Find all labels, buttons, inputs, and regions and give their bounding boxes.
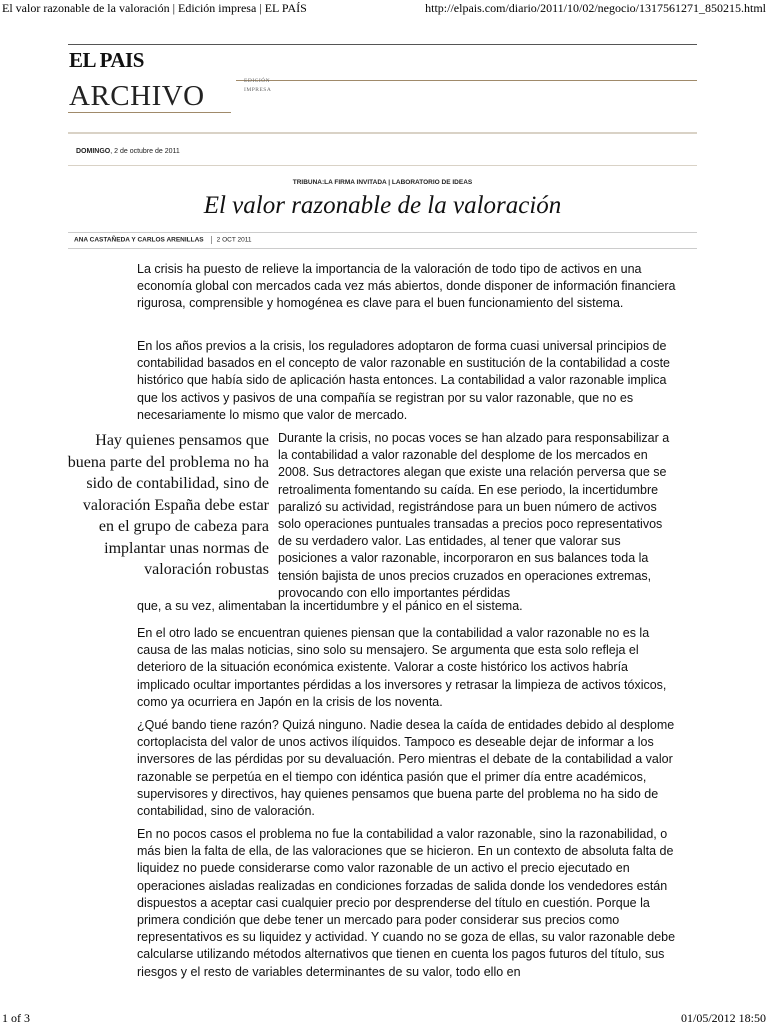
article-paragraph: que, a su vez, alimentaban la incertidumbre y el pánico en el sistema. — [137, 599, 523, 613]
edition-rule — [236, 80, 697, 81]
page-number: 1 of 3 — [2, 1011, 30, 1025]
article-paragraph: En los años previos a la crisis, los reguladores adoptaron de forma cuasi universal principios de contabilidad basados en el concepto de valor razonable en sustitución de la contabilidad a coste histórico que había sido de aplicación hasta entonces. La contabilidad a valor razonable implica que los activos y pasivos de una compañía se registran por su valor razonable, que no es necesariamente lo mismo que valor de mercado. — [137, 339, 671, 422]
article-headline: El valor razonable de la valoración — [203, 192, 562, 219]
elpais-logo[interactable]: EL PAIS — [69, 48, 144, 72]
archivo-rule — [68, 112, 231, 113]
date-band-bottom — [68, 165, 697, 166]
edition-label — [244, 77, 271, 95]
date-band-top — [68, 132, 697, 134]
article-paragraph: Durante la crisis, no pocas voces se han alzado para responsabilizar a la contabilidad a valor razonable del desplome de los mercados en 2008. Sus detractores alegan que existe una relación perversa que se retroalimenta fomentando su caída. En ese periodo, la incertidumbre paralizó su actividad, registrándose para un buen número de activos solo operaciones puntuales transadas a precios poco representativos de su verdadero valor. Las entidades, al tener que valorar sus posiciones a valor razonable, incorporaron en sus balances toda la tensión bajista de unos precios cruzados en operaciones extremas, provocando con ello importantes pérdidas — [278, 431, 670, 600]
page-url[interactable]: http://elpais.com/diario/2011/10/02/negocio/1317561271_850215.html — [425, 1, 766, 15]
article-paragraph: En el otro lado se encuentran quienes piensan que la contabilidad a valor razonable no es la causa de las malas noticias, sino solo su mensajero. Se argumenta que esta solo refleja el deterioro de la situación económica existente. Valorar a coste histórico los activos habría implicado ocultar importantes pérdidas a los inversores y retrasar la limpieza de activos tóxicos, como ya ocurriera en Japón en la crisis de los noventa. — [137, 626, 667, 709]
issue-date — [76, 148, 180, 155]
byline — [74, 236, 251, 244]
print-header — [0, 0, 768, 16]
byline-rule-bottom — [68, 248, 697, 249]
print-timestamp: 01/05/2012 18:50 — [680, 1011, 766, 1025]
edition-label-line1: EDICIÓN — [244, 78, 271, 84]
byline-date: 2 OCT 2011 — [216, 236, 252, 244]
archivo-logo[interactable]: ARCHIVO — [69, 80, 205, 112]
byline-rule-top — [68, 232, 697, 233]
article-paragraph: La crisis ha puesto de relieve la importancia de la valoración de todo tipo de activos en una economía global con mercados cada vez más abiertos, donde disponer de información financiera rigurosa, comprensible y homogénea es clave para el buen funcionamiento del sistema. — [137, 262, 676, 311]
byline-separator — [211, 236, 212, 244]
section-label[interactable]: TRIBUNA:LA FIRMA INVITADA | LABORATORIO DE IDEAS — [292, 179, 473, 186]
issue-date-text: , 2 de octubre de 2011 — [110, 148, 180, 155]
edition-label-line2: IMPRESA — [244, 87, 272, 93]
masthead-top-rule — [68, 44, 697, 45]
issue-weekday: DOMINGO — [76, 148, 111, 155]
article-paragraph: En no pocos casos el problema no fue la contabilidad a valor razonable, sino la razonabilidad, o más bien la falta de ella, de las valoraciones que se hicieron. En un contexto de absoluta falta de liquidez no puede considerarse como valor razonable de un activo el precio ejecutado en operaciones aisladas realizadas en condiciones forzadas de salida donde los vendedores están dispuestos a aceptar casi cualquier precio por desprenderse del título en cuestión. Porque la primera condición que debe tener un mercado para poder considerar sus precios como representativos es su liquidez y actividad. Y cuando no se goza de ellas, su valor razonable debe calcularse utilizando métodos alternativos que tienen en cuenta los pagos futuros del título, sus riesgos y el resto de variables determinantes de su valor, todo ello en — [137, 827, 676, 979]
page-title: El valor razonable de la valoración | Edición impresa | EL PAÍS — [2, 1, 307, 15]
pull-quote: Hay quienes pensamos que buena parte del problema no ha sido de contabilidad, sino de valoración España debe estar en el grupo de cabeza para implantar unas normas de valoración robustas — [67, 432, 269, 578]
byline-authors: ANA CASTAÑEDA Y CARLOS ARENILLAS — [74, 236, 204, 244]
article-paragraph: ¿Qué bando tiene razón? Quizá ninguno. Nadie desea la caída de entidades debido al desplome cortoplacista del valor de unos activos ilíquidos. Tampoco es deseable dejar de informar a los inversores de las pérdidas por su devaluación. Pero mientras el debate de la contabilidad a valor razonable se perpetúa en el tiempo con idéntica pasión que el primer día entre académicos, supervisores y directivos, hay quienes pensamos que buena parte del problema no ha sido de contabilidad, sino de valoración. — [137, 718, 675, 819]
